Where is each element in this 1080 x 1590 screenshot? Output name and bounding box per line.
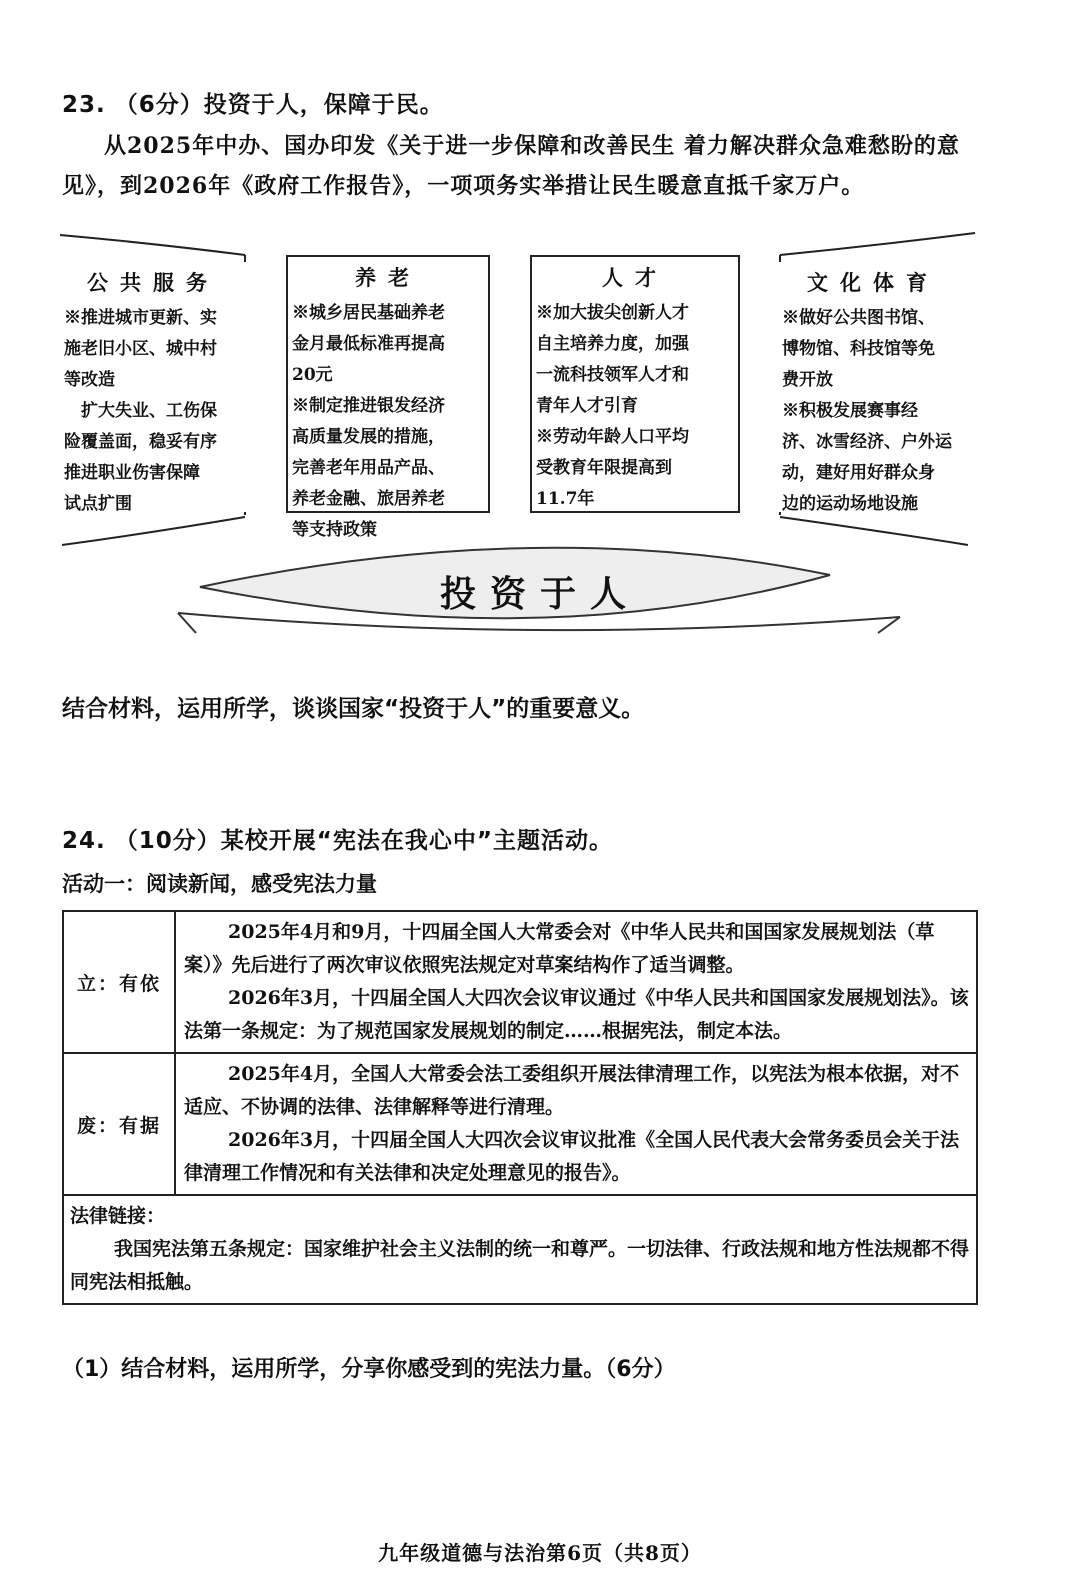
panel-line: ※积极发展赛事经 <box>782 401 918 421</box>
q23-intro <box>62 126 992 206</box>
panel-line: 完善老年用品产品、 <box>292 458 445 478</box>
panel-line: 自主培养力度，加强 <box>536 334 689 354</box>
row-label-enact: 立：有依 <box>63 911 175 1053</box>
panel-line: 济、冰雪经济、户外运 <box>782 432 952 452</box>
table-row <box>63 1195 977 1304</box>
panel-line: 险覆盖面，稳妥有序 <box>64 432 217 452</box>
panel-elderly-care <box>286 255 490 540</box>
law-table <box>62 910 978 1305</box>
panel-elderly-care-title: 养老 <box>355 266 421 290</box>
q24-sub-question-1: （1）结合材料，运用所学，分享你感受到的宪法力量。（6分） <box>62 1357 676 1382</box>
panel-line: 等改造 <box>64 370 115 390</box>
q24-title: 24. （10分）某校开展“宪法在我心中”主题活动。 <box>62 828 613 854</box>
panel-culture-sports-title: 文化体育 <box>807 271 939 295</box>
row-paragraph: 2025年4月和9月，十四届全国人大常委会对《中华人民共和国国家发展规划法（草案）》先后进行了两次审议依照宪法规定对草案结构作了适当调整。 <box>184 921 935 976</box>
panel-line: 金月最低标准再提高 <box>292 334 445 354</box>
q23-question: 结合材料，运用所学，谈谈国家“投资于人”的重要意义。 <box>62 696 645 722</box>
panel-line: 高质量发展的措施， <box>292 427 445 447</box>
panel-line: ※制定推进银发经济 <box>292 396 445 416</box>
row-paragraph: 2025年4月，全国人大常委会法工委组织开展法律清理工作，以宪法为根本依据，对不适应、不协调的法律、法律解释等进行清理。 <box>184 1063 960 1118</box>
panel-line: 受教育年限提高到 <box>536 458 672 478</box>
panel-line: ※城乡居民基础养老 <box>292 303 445 323</box>
law-link <box>63 1195 977 1304</box>
panel-line: 试点扩围 <box>64 494 132 514</box>
page-footer: 九年级道德与法治第6页（共8页） <box>378 1541 702 1565</box>
table-row <box>63 1053 977 1195</box>
row-content-enact <box>175 911 977 1053</box>
panel-line: ※做好公共图书馆、 <box>782 308 935 328</box>
row-label-repeal: 废：有据 <box>63 1053 175 1195</box>
panel-talent-title: 人才 <box>602 266 668 290</box>
panel-line: 青年人才引育 <box>536 396 638 416</box>
panel-line: 扩大失业、工伤保 <box>64 401 217 421</box>
panel-line: 11.7年 <box>536 489 595 509</box>
table-row <box>63 911 977 1053</box>
panel-culture-sports <box>778 262 968 512</box>
row-paragraph: 2026年3月，十四届全国人大四次会议审议批准《全国人民代表大会常务委员会关于法律清理工作情况和有关法律和决定处理意见的报告》。 <box>184 1129 960 1184</box>
law-link-title: 法律链接： <box>70 1205 166 1227</box>
panel-line: 博物馆、科技馆等免 <box>782 339 935 359</box>
panel-public-service-title: 公共服务 <box>87 271 219 295</box>
panel-line: ※劳动年龄人口平均 <box>536 427 689 447</box>
panel-line: 20元 <box>292 365 333 385</box>
panel-talent <box>530 255 740 513</box>
q23-title: 23. （6分）投资于人，保障于民。 <box>62 92 444 118</box>
panel-line: 养老金融、旅居养老 <box>292 489 445 509</box>
q23-intro-line2: 见》，到2026年《政府工作报告》，一项项务实举措让民生暖意直抵千家万户。 <box>62 173 865 199</box>
panel-line: ※加大拔尖创新人才 <box>536 303 689 323</box>
panel-line: 动，建好用好群众身 <box>782 463 935 483</box>
row-paragraph: 2026年3月，十四届全国人大四次会议审议通过《中华人民共和国国家发展规划法》。该法第一条规定：为了规范国家发展规划的制定……根据宪法，制定本法。 <box>184 987 969 1042</box>
panel-line: 等支持政策 <box>292 520 377 540</box>
panel-line: 费开放 <box>782 370 833 390</box>
law-link-text: 我国宪法第五条规定：国家维护社会主义法制的统一和尊严。一切法律、行政法规和地方性法规都不得同宪法相抵触。 <box>70 1238 970 1293</box>
panel-public-service <box>60 262 246 512</box>
activity1-heading: 活动一：阅读新闻，感受宪法力量 <box>62 872 377 896</box>
panel-line: ※推进城市更新、实 <box>64 308 217 328</box>
banner-title: 投资于人 <box>439 574 640 615</box>
panel-line: 一流科技领军人才和 <box>536 365 689 385</box>
panel-line: 边的运动场地设施 <box>782 494 918 514</box>
row-content-repeal <box>175 1053 977 1195</box>
panel-line: 推进职业伤害保障 <box>64 463 200 483</box>
panel-line: 施老旧小区、城中村 <box>64 339 217 359</box>
q23-intro-line1: 从2025年中办、国办印发《关于进一步保障和改善民生 着力解决群众急难愁盼的意 <box>104 133 960 159</box>
